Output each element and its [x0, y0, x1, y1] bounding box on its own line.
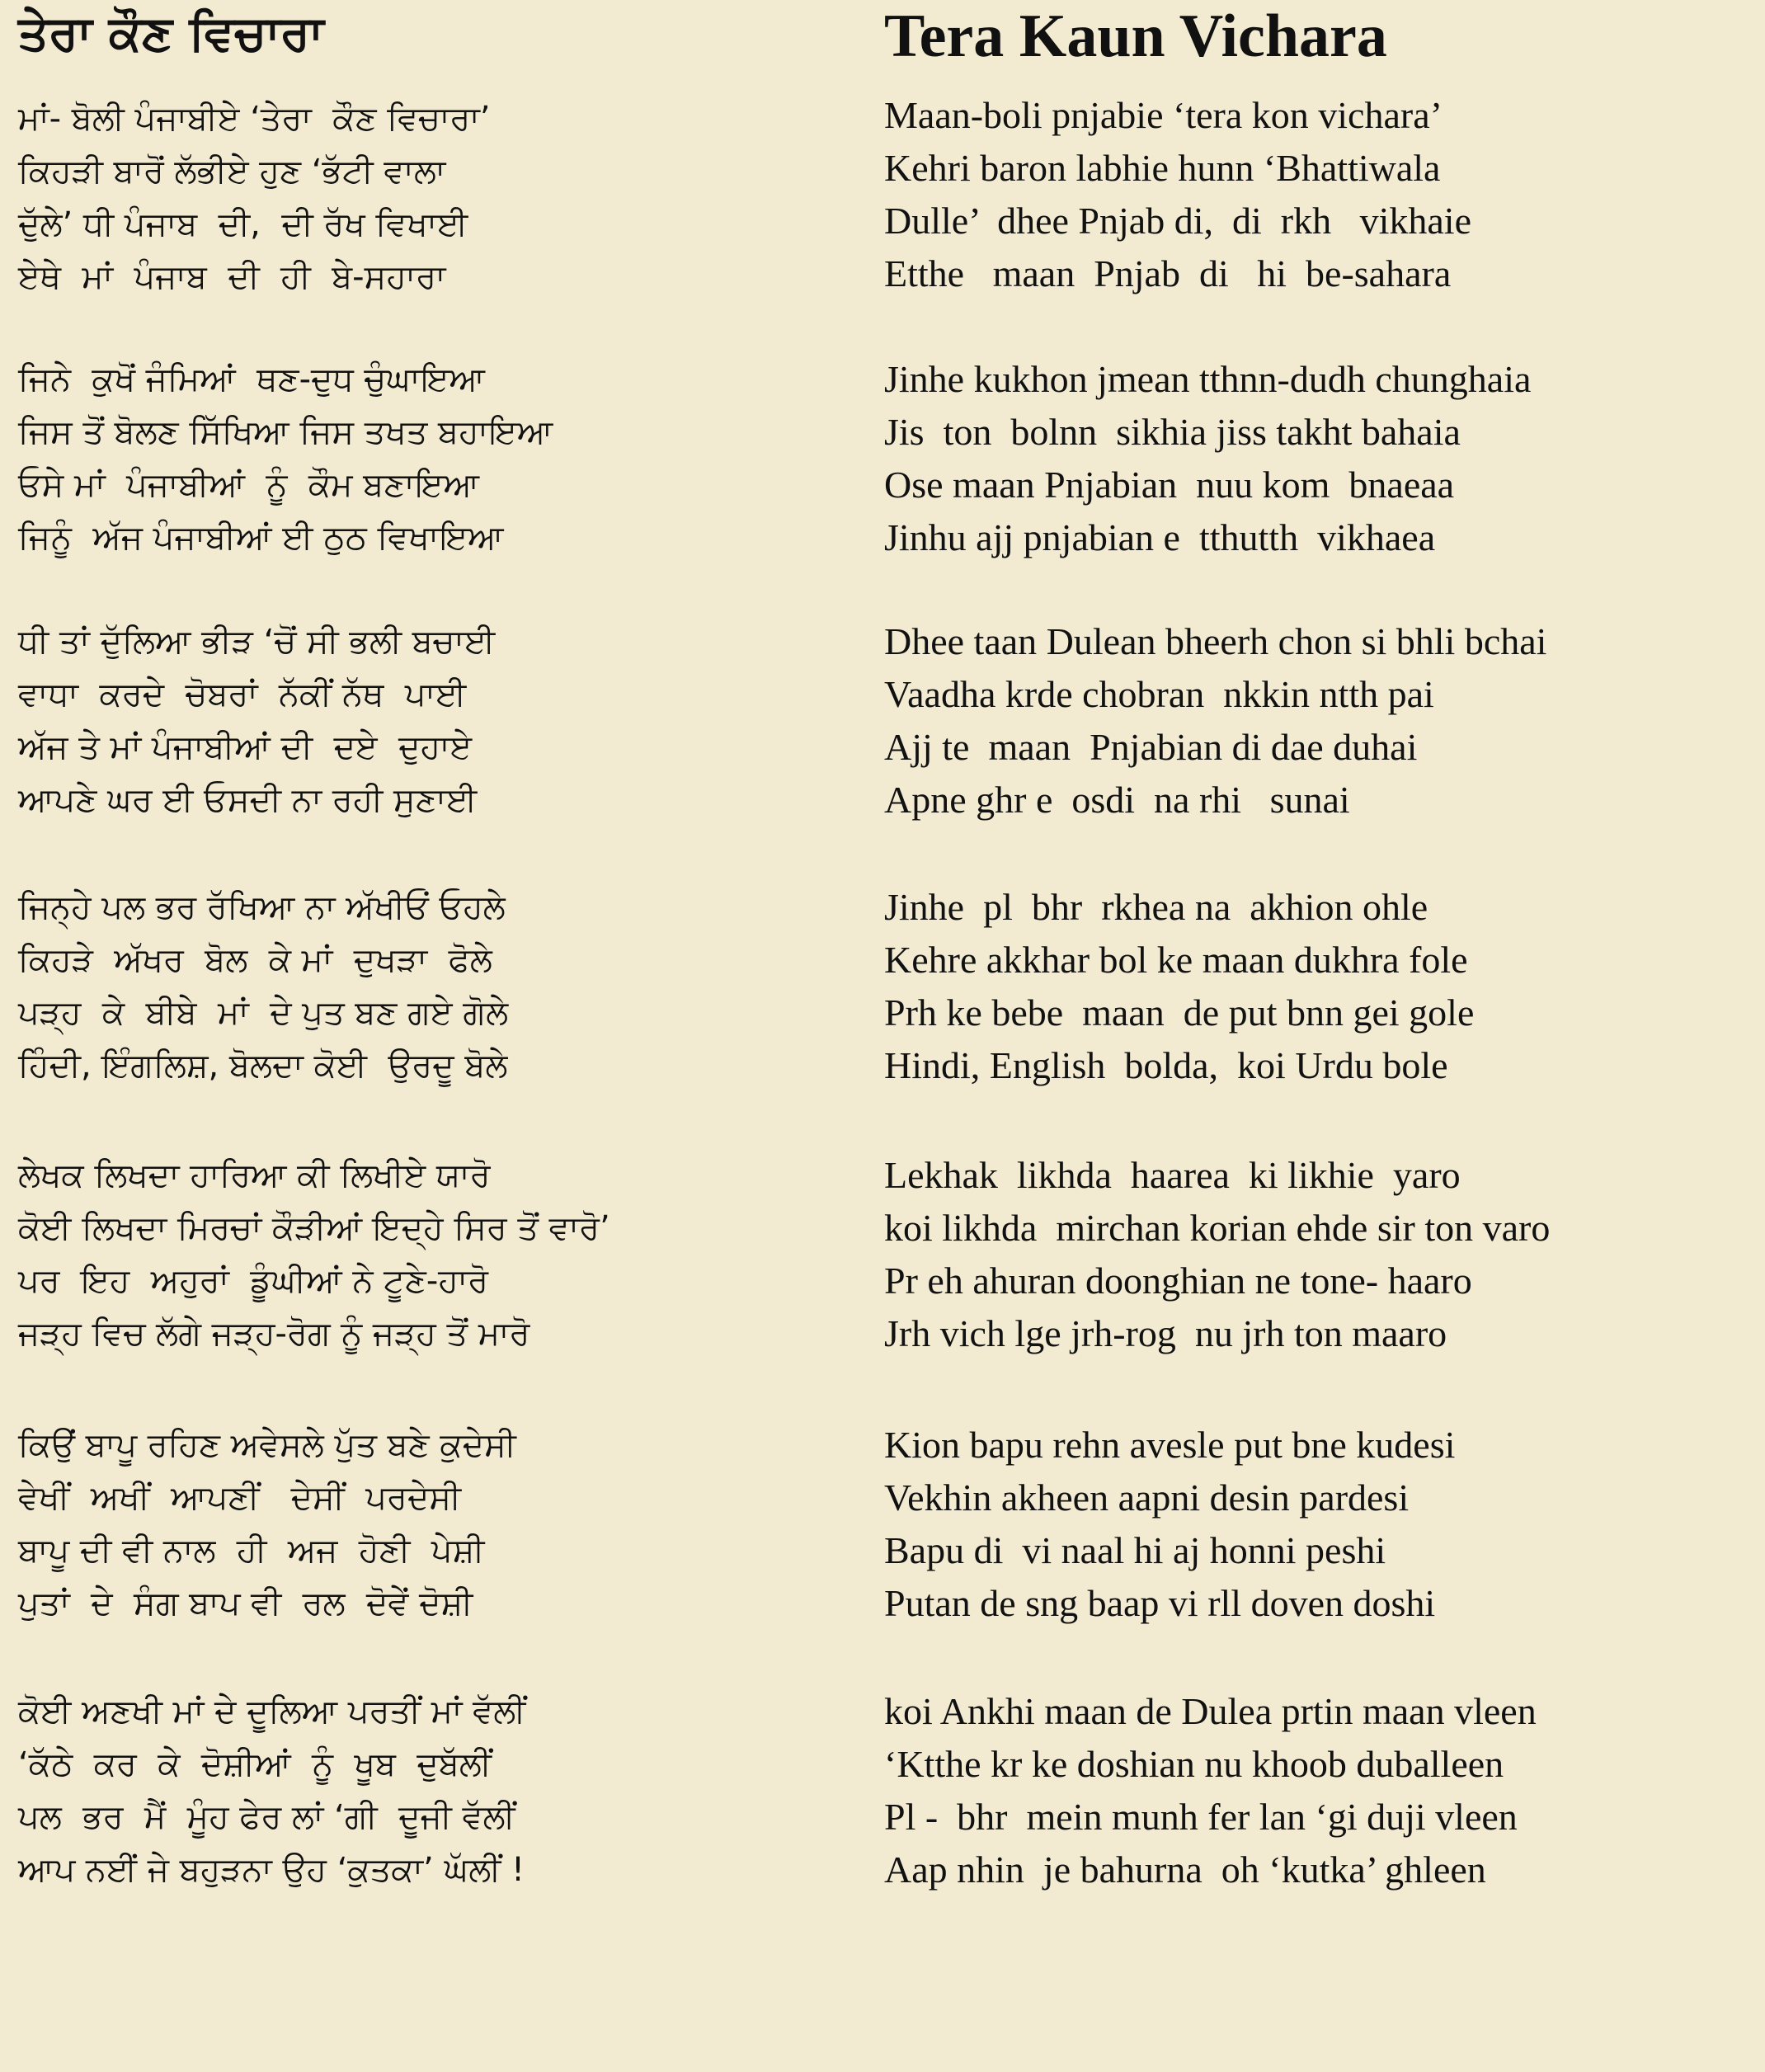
poem-line: ਕਿਹੜੇ ਅੱਖਰ ਬੋਲ ਕੇ ਮਾਂ ਦੁਖੜਾ ਫੋਲੇ: [18, 941, 492, 979]
punjabi-stanza-6: [18, 1419, 516, 1630]
poem-line: ‘ਕੱਠੇ ਕਰ ਕੇ ਦੋਸ਼ੀਆਂ ਨੂੰ ਖੂਬ ਦੁਬੱਲੀਂ: [18, 1745, 492, 1783]
poem-line: ਕੋਈ ਲਿਖਦਾ ਮਿਰਚਾਂ ਕੌੜੀਆਂ ਇਦ੍ਹੇ ਸਿਰ ਤੋਂ ਵਾਰੋ’: [18, 1209, 610, 1247]
poem-line: ਹਿੰਦੀ, ਇੰਗਲਿਸ਼, ਬੋਲਦਾ ਕੋਈ ਉਰਦੂ ਬੋਲੇ: [18, 1047, 508, 1085]
poem-line: ਵੇਖੀਂ ਅਖੀਂ ਆਪਣੀਂ ਦੇਸੀਂ ਪਰਦੇਸੀ: [18, 1479, 461, 1517]
poem-line: Aap nhin je bahurna oh ‘kutka’ ghleen: [884, 1848, 1486, 1891]
poem-line: ਜਿਨੂੰ ਅੱਜ ਪੰਜਾਬੀਆਂ ਈ ਠੁਠ ਵਿਖਾਇਆ: [18, 519, 504, 557]
poem-line: ਮਾਂ- ਬੋਲੀ ਪੰਜਾਬੀਏ ‘ਤੇਰਾ ਕੌਣ ਵਿਚਾਰਾ’: [18, 100, 491, 138]
poem-line: ਆਪਣੇ ਘਰ ਈ ਓਸਦੀ ਨਾ ਰਹੀ ਸੁਣਾਈ: [18, 781, 478, 819]
poem-line: Lekhak likhda haarea ki likhie yaro: [884, 1154, 1461, 1196]
punjabi-stanza-1: [18, 92, 491, 304]
poem-line: koi likhda mirchan korian ehde sir ton varo: [884, 1207, 1551, 1249]
poem-line: Kehre akkhar bol ke maan dukhra fole: [884, 939, 1468, 981]
poem-line: Prh ke bebe maan de put bnn gei gole: [884, 991, 1475, 1034]
poem-line: ਪੜ੍ਹ ਕੇ ਬੀਬੇ ਮਾਂ ਦੇ ਪੁਤ ਬਣ ਗਏ ਗੋਲੇ: [18, 994, 509, 1032]
english-stanza-1: [884, 89, 1471, 300]
poem-line: ਧੀ ਤਾਂ ਦੁੱਲਿਆ ਭੀੜ ‘ਚੋਂ ਸੀ ਭਲੀ ਬਚਾਈ: [18, 623, 496, 661]
poem-line: Kion bapu rehn avesle put bne kudesi: [884, 1424, 1456, 1466]
poem-line: ਜਿਸ ਤੋਂ ਬੋਲਣ ਸਿੱਖਿਆ ਜਿਸ ਤਖਤ ਬਹਾਇਆ: [18, 413, 553, 451]
poem-line: ਓਸੇ ਮਾਂ ਪੰਜਾਬੀਆਂ ਨੂੰ ਕੌਮ ਬਣਾਇਆ: [18, 466, 479, 504]
poem-line: ਬਾਪੂ ਦੀ ਵੀ ਨਾਲ ਹੀ ਅਜ ਹੋਣੀ ਪੇਸ਼ੀ: [18, 1532, 485, 1570]
poem-line: Pl - bhr mein munh fer lan ‘gi duji vleen: [884, 1796, 1518, 1838]
english-title: Tera Kaun Vichara: [884, 2, 1387, 70]
punjabi-stanza-5: [18, 1149, 610, 1360]
poem-line: Kehri baron labhie hunn ‘Bhattiwala: [884, 147, 1441, 189]
poem-line: ਜਿਨ੍ਹੇ ਪਲ ਭਰ ਰੱਖਿਆ ਨਾ ਅੱਖੀਓਂ ਓਹਲੇ: [18, 888, 506, 926]
punjabi-stanza-3: [18, 615, 495, 826]
poem-line: ਏਥੇ ਮਾਂ ਪੰਜਾਬ ਦੀ ਹੀ ਬੇ-ਸਹਾਰਾ: [18, 258, 446, 296]
english-stanza-3: [884, 615, 1546, 826]
english-stanza-6: [884, 1419, 1455, 1630]
poem-line: Dhee taan Dulean bheerh chon si bhli bchai: [884, 620, 1547, 662]
punjabi-stanza-2: [18, 353, 553, 564]
poem-line: ਦੁੱਲੇ’ ਧੀ ਪੰਜਾਬ ਦੀ, ਦੀ ਰੱਖ ਵਿਖਾਈ: [18, 205, 468, 243]
english-stanza-2: [884, 353, 1531, 564]
poem-line: ਅੱਜ ਤੇ ਮਾਂ ਪੰਜਾਬੀਆਂ ਦੀ ਦਏ ਦੁਹਾਏ: [18, 728, 473, 766]
poem-line: Hindi, English bolda, koi Urdu bole: [884, 1044, 1448, 1086]
poem-line: Ajj te maan Pnjabian di dae duhai: [884, 726, 1418, 768]
english-stanza-4: [884, 881, 1474, 1092]
poem-line: ਜੜ੍ਹ ਵਿਚ ਲੱਗੇ ਜੜ੍ਹ-ਰੋਗ ਨੂੰ ਜੜ੍ਹ ਤੋਂ ਮਾਰੋ: [18, 1315, 530, 1353]
poem-line: ਆਪ ਨਈਂ ਜੇ ਬਹੁੜਨਾ ਉਹ ‘ਕੁਤਕਾ’ ਘੱਲੀਂ !: [18, 1851, 525, 1889]
punjabi-title: ਤੇਰਾ ਕੌਣ ਵਿਚਾਰਾ: [18, 5, 324, 61]
punjabi-stanza-7: [18, 1685, 525, 1896]
poem-line: Jrh vich lge jrh-rog nu jrh ton maaro: [884, 1312, 1447, 1354]
poem-line: ‘Ktthe kr ke doshian nu khoob duballeen: [884, 1743, 1504, 1785]
poem-line: Jinhu ajj pnjabian e tthutth vikhaea: [884, 516, 1436, 558]
poem-line: ਕਿਉਂ ਬਾਪੂ ਰਹਿਣ ਅਵੇਸਲੇ ਪੁੱਤ ਬਣੇ ਕੁਦੇਸੀ: [18, 1426, 516, 1464]
poem-line: Jis ton bolnn sikhia jiss takht bahaia: [884, 411, 1461, 453]
poem-line: ਕਿਹੜੀ ਬਾਰੋਂ ਲੱਭੀਏ ਹੁਣ ‘ਭੱਟੀ ਵਾਲਾ: [18, 153, 446, 191]
poem-line: Jinhe kukhon jmean tthnn-dudh chunghaia: [884, 358, 1532, 400]
poem-line: Apne ghr e osdi na rhi sunai: [884, 779, 1350, 821]
poem-line: Maan-boli pnjabie ‘tera kon vichara’: [884, 94, 1443, 136]
poem-line: Dulle’ dhee Pnjab di, di rkh vikhaie: [884, 200, 1471, 242]
english-stanza-5: [884, 1149, 1550, 1360]
poem-line: ਲੇਖਕ ਲਿਖਦਾ ਹਾਰਿਆ ਕੀ ਲਿਖੀਏ ਯਾਰੋ: [18, 1156, 491, 1194]
poem-line: ਵਾਧਾ ਕਰਦੇ ਚੋਬਰਾਂ ਨੱਕੀਂ ਨੱਥ ਪਾਈ: [18, 676, 467, 713]
poem-line: Vaadha krde chobran nkkin ntth pai: [884, 673, 1434, 715]
poem-line: koi Ankhi maan de Dulea prtin maan vleen: [884, 1690, 1537, 1732]
poem-line: Vekhin akheen aapni desin pardesi: [884, 1476, 1410, 1519]
poem-line: ਜਿਨੇ ਕੁਖੋਂ ਜੰਮਿਆਂ ਥਣ-ਦੁਧ ਚੁੰਘਾਇਆ: [18, 360, 485, 398]
poem-line: Jinhe pl bhr rkhea na akhion ohle: [884, 886, 1428, 928]
poem-line: ਕੋਈ ਅਣਖੀ ਮਾਂ ਦੇ ਦੂਲਿਆ ਪਰਤੀਂ ਮਾਂ ਵੱਲੀਂ: [18, 1693, 526, 1731]
punjabi-stanza-4: [18, 881, 508, 1092]
poem-line: Bapu di vi naal hi aj honni peshi: [884, 1529, 1386, 1571]
poem-line: Ose maan Pnjabian nuu kom bnaeaa: [884, 464, 1455, 506]
poem-line: ਪਰ ਇਹ ਅਹੁਰਾਂ ਡੂੰਘੀਆਂ ਨੇ ਟੂਣੇ-ਹਾਰੋ: [18, 1262, 489, 1300]
poem-line: ਪੁਤਾਂ ਦੇ ਸੰਗ ਬਾਪ ਵੀ ਰਲ ਦੋਵੇਂ ਦੋਸ਼ੀ: [18, 1585, 473, 1622]
poem-line: Putan de sng baap vi rll doven doshi: [884, 1582, 1436, 1624]
english-stanza-7: [884, 1685, 1537, 1896]
poem-line: ਪਲ ਭਰ ਮੈਂ ਮੂੰਹ ਫੇਰ ਲਾਂ ‘ਗੀ ਦੂਜੀ ਵੱਲੀਂ: [18, 1798, 515, 1836]
poem-line: Etthe maan Pnjab di hi be-sahara: [884, 252, 1452, 294]
poem-line: Pr eh ahuran doonghian ne tone- haaro: [884, 1260, 1472, 1302]
